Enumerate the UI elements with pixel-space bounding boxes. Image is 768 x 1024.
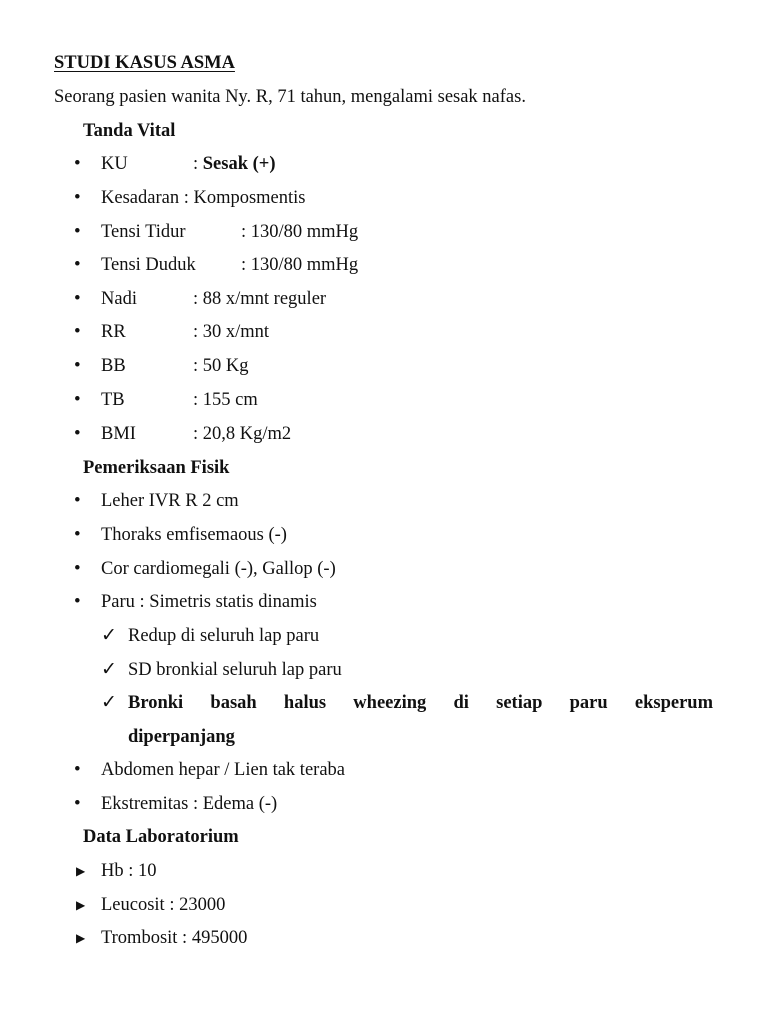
bronki-word: Bronki [128,693,184,713]
bronki-word: di [453,693,469,713]
bullet-icon: • [74,793,81,814]
bronki-word: paru [569,693,608,713]
document-title: STUDI KASUS ASMA [54,53,235,73]
vital-label-tensi-duduk: Tensi Duduk [101,255,196,275]
bullet-icon: • [74,759,81,780]
bullet-icon: • [74,355,81,376]
fisik-item-abdomen: Abdomen hepar / Lien tak teraba [101,760,345,780]
bronki-word: basah [210,693,257,713]
vital-value-tb: : 155 cm [193,390,258,410]
bullet-icon: • [74,591,81,612]
section-heading-pemeriksaan-fisik: Pemeriksaan Fisik [83,458,230,478]
bullet-icon: • [74,288,81,309]
vital-label-tb: TB [101,390,125,410]
bullet-icon: • [74,558,81,579]
vital-value-ku [193,153,276,175]
vital-value-tensi-tidur: : 130/80 mmHg [241,222,359,242]
bullet-icon: • [74,221,81,242]
bullet-icon: • [74,524,81,545]
bronki-word: eksperum [634,693,713,713]
vital-label-bb: BB [101,356,126,376]
vital-label-tensi-tidur: Tensi Tidur [101,222,186,242]
vital-value-tensi-duduk: : 130/80 mmHg [241,255,359,275]
section-heading-tanda-vital: Tanda Vital [83,121,176,141]
vital-label-ku: KU [101,154,128,174]
bronki-word: wheezing [353,693,427,713]
triangle-right-icon: ▶ [76,931,86,945]
fisik-item-leher: Leher IVR R 2 cm [101,491,239,511]
triangle-right-icon: ▶ [76,898,86,912]
paru-check-sd-bronkial: SD bronkial seluruh lap paru [128,660,342,680]
vital-value-ku-text: Sesak (+) [202,154,276,174]
bullet-icon: • [74,490,81,511]
paru-check-bronki [128,692,713,714]
vital-item-kesadaran: Kesadaran : Komposmentis [101,188,306,208]
fisik-item-thoraks: Thoraks emfisemaous (-) [101,525,287,545]
bronki-word: halus [283,693,327,713]
vital-label-bmi: BMI [101,424,136,444]
bronki-word: setiap [496,693,543,713]
triangle-right-icon: ▶ [76,864,86,878]
bullet-icon: • [74,153,81,174]
lab-item-leucosit: Leucosit : 23000 [101,895,226,915]
intro-paragraph: Seorang pasien wanita Ny. R, 71 tahun, mengalami sesak nafas. [54,87,526,107]
vital-label-nadi: Nadi [101,289,137,309]
bullet-icon: • [74,187,81,208]
vital-sep-ku: : [193,154,199,174]
checkmark-icon: ✓ [101,692,117,713]
bullet-icon: • [74,423,81,444]
fisik-item-paru: Paru : Simetris statis dinamis [101,592,317,612]
fisik-item-ekstremitas: Ekstremitas : Edema (-) [101,794,278,814]
lab-item-trombosit: Trombosit : 495000 [101,928,248,948]
bullet-icon: • [74,389,81,410]
vital-value-rr: : 30 x/mnt [193,322,270,342]
lab-item-hb: Hb : 10 [101,861,157,881]
paru-check-redup: Redup di seluruh lap paru [128,626,320,646]
section-heading-data-laboratorium: Data Laboratorium [83,827,239,847]
vital-value-nadi: : 88 x/mnt reguler [193,289,327,309]
paru-check-bronki-continuation: diperpanjang [128,727,235,747]
bullet-icon: • [74,321,81,342]
vital-value-bb: : 50 Kg [193,356,249,376]
checkmark-icon: ✓ [101,625,117,646]
fisik-item-cor: Cor cardiomegali (-), Gallop (-) [101,559,336,579]
vital-value-bmi: : 20,8 Kg/m2 [193,424,292,444]
bullet-icon: • [74,254,81,275]
checkmark-icon: ✓ [101,659,117,680]
vital-label-rr: RR [101,322,126,342]
